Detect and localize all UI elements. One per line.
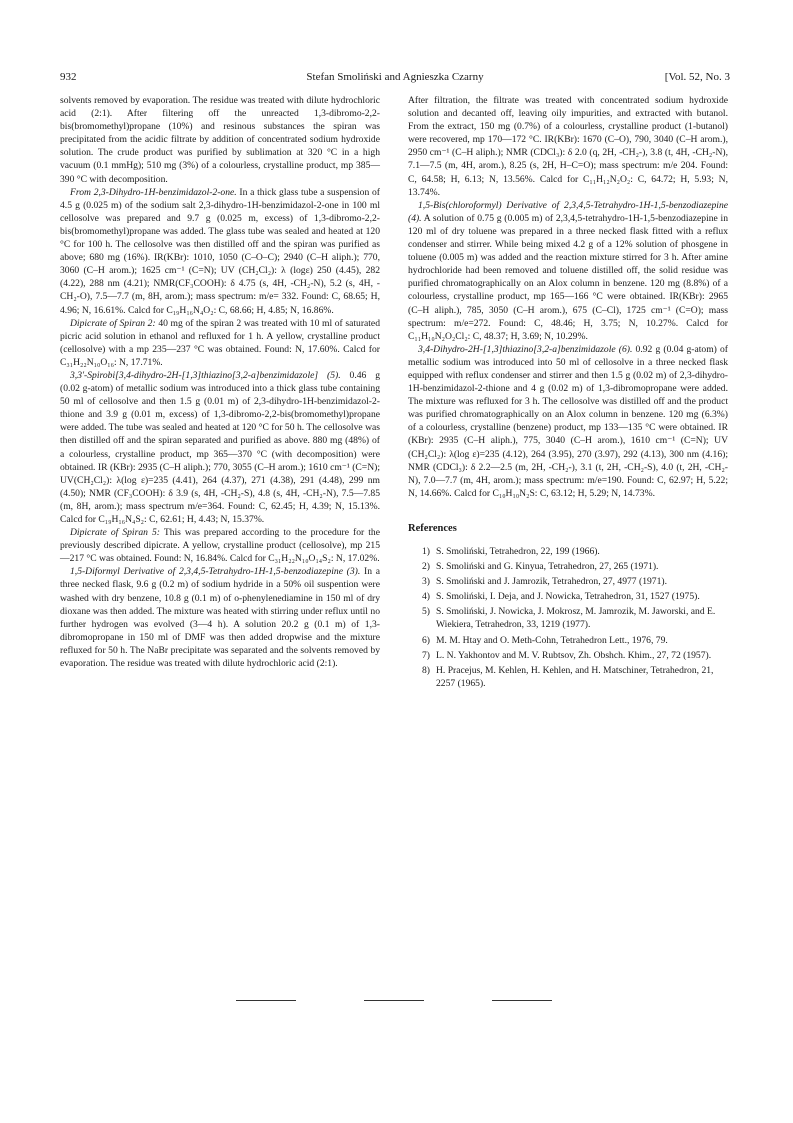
reference-text: S. Smoliński, Tetrahedron, 22, 199 (1966). [436, 546, 600, 557]
paragraph [60, 369, 380, 526]
paragraph-text: In a thick glass tube a suspension of 4.5 g (0.025 m) of the sodium salt 2,3-dihydro-1H-benzimidazol-2-one in 100 ml cellosolve was prepared and 9.7 g (0.025 m, excess) of 1,3-dibromo-2,2-bis(bromomethyl)propane was added. The glass tube was sealed and heated at 120 °C for 100 h. The cellosolve was then distilled off and the spiran was purified as above; 680 mg (16%). IR(KBr): 1010, 1050 (C–O–C); 2940 (C–H aliph.); 770, 3060 (C–H arom.); 1625 cm⁻¹ (C=N); UV (CH₂Cl₂): λ (logε) 250 (4.45), 282 (4.22), 288 nm (4.21); NMR(CF₃COOH): δ 4.75 (s, 4H, -CH₂-N), 5.2 (s, 4H, -CH₂-O), 7.5—7.7 (m, 8H, arom.); mass spectrum: m/e= 332. Found: C, 68.65; H, 4.96; N, 16.61%. Calcd for C₁₉H₁₆N₄O₂: C, 68.66; H, 4.85; N, 16.86%. [60, 186, 380, 316]
divider [364, 1000, 424, 1001]
reference-number: 3) [422, 576, 430, 588]
paragraph [60, 186, 380, 317]
reference-item [408, 545, 728, 558]
right-column [408, 94, 728, 692]
paragraph [60, 565, 380, 670]
reference-item [408, 634, 728, 647]
paragraph [60, 317, 380, 369]
references-heading: References [408, 522, 457, 534]
paragraph [408, 94, 728, 199]
paragraph [408, 199, 728, 343]
paragraph-text: 40 mg of the spiran 2 was treated with 10 ml of saturated picric acid solution in ethanol and refluxed for 1 h. A yellow, crystalline product (cellosolve) with a mp 235—237 °C was obtained. Found: N, 17.60%. Calcd for C₃₁H₂₂N₁₀O₁₆: N, 17.71%. [60, 317, 380, 368]
paragraph-text: In a three necked flask, 9.6 g (0.2 m) of sodium hydride in a 50% oil suspention were washed with dry benzene, 10.8 g (0.1 m) of o-phenylenediamine in 150 ml of dry dioxane was then added. The mixture was heated with stirring under reflux until no further hydrogen was evolved (3—4 h). A solution 20.2 g (0.1 m) of 1,3-dibromopropane in 150 ml of DMF was then added dropwise and the mixture refluxed for 50 h. The NaBr precipitate was separated and the solvents removed by evaporation. The residue was treated with dilute hydrochloric acid (2:1). [60, 566, 380, 670]
reference-item [408, 590, 728, 603]
section-title: 3,4-Dihydro-2H-[1,3]thiazino[3,2-a]benzimidazole (6). [418, 343, 633, 355]
paragraph [408, 343, 728, 500]
paragraph [60, 526, 380, 565]
reference-number: 4) [422, 591, 430, 603]
section-title: 1,5-Bis(chloroformyl) Derivative of 2,3,4,5-Tetrahydro-1H-1,5-benzodiazepine (4). [408, 199, 728, 224]
paragraph-text: 0.46 g (0.02 g-atom) of metallic sodium was introduced into a thick glass tube containing 50 ml of cellosolve and then 1.5 g (0.01 m) of 2,3-dihydro-1H-benzimidazol-2-thione and 3.9 g (0.01 m, excess) of 1,3-dibromo-2,2-bis(bromomethyl)propane were added. The tube was sealed and heated at 120 °C for 50 h. The cellosolve was then distilled off and the spiran separated and purified as above. 880 mg (48%) of a colourless, crystalline product, mp 365—370 °C (with decomposition) were obtained. IR (KBr): 2935 (C–H aliph.); 770, 3055 (C–H arom.); 1610 cm⁻¹ (C=N); UV(CH₂Cl₂): λ(log ε)=235 (4.41), 264 (4.37), 271 (4.38), 291 (4.48), 299 nm (4.50); NMR (CF₃COOH): δ 3.9 (s, 4H, -CH₂-S), 4.8 (s, 4H, -CH₂-N), 7.5—7.85 (m, 8H, arom.); mass spectrum m/e=364. Found: C, 62.45; H, 4.39; N, 15.13%. Calcd for C₁₉H₁₆N₄S₂: C, 62.61; H, 4.43; N, 15.37%. [60, 369, 380, 525]
section-title: Dipicrate of Spiran 2: [70, 317, 156, 329]
reference-item [408, 664, 728, 690]
reference-number: 2) [422, 561, 430, 573]
reference-number: 8) [422, 664, 430, 676]
paragraph [60, 94, 380, 186]
divider [492, 1000, 552, 1001]
reference-text: S. Smoliński, J. Nowicka, J. Mokrosz, M. Jamrozik, M. Jaworski, and E. Wiekiera, Tetrahedron, 33, 1219 (1977). [436, 606, 716, 631]
reference-item [408, 649, 728, 662]
left-column [60, 94, 380, 670]
paragraph-text: 0.92 g (0.04 g-atom) of metallic sodium was introduced into 50 ml of cellosolve in a three necked flask equipped with reflux condenser and stirrer and then 1.5 g (0.02 m) of 2,3-dihydro-1H-benzimidazol-2-thione and 4 g (0.02 m) of 1,3-dibromopropane were added. The mixture was refluxed for 3 h. The cellosolve was distilled off and the product was purified chromatographically on an Alox column in benzene. 120 mg (6.3%) of a colourless, crystalline (benzene) product, mp 133—135 °C were obtained. IR (KBr): 2935 (C–H aliph.), 775, 3040 (C–H arom.), 1610 cm⁻¹ (C=N); UV (CH₂Cl₂): λ(log ε)=235 (4.12), 264 (3.95), 270 (3.97), 292 (4.13), 300 nm (4.16); NMR (CDCl₃): δ 2.2—2.5 (m, 2H, -CH₂-), 3.1 (t, 2H, -CH₂-S), 4.0 (t, 2H, -CH₂-N), 7.0—7.7 (m, 4H, arom.); mass spectrum: m/e=190. Found: C, 62.97; H, 5.22; N, 14.66%. Calcd for C₁₀H₁₀N₂S: C, 63.12; H, 5.29; N, 14.73%. [408, 343, 728, 499]
reference-item [408, 575, 728, 588]
reference-text: L. N. Yakhontov and M. V. Rubtsov, Zh. Obshch. Khim., 27, 72 (1957). [436, 649, 712, 661]
page-number: 932 [60, 71, 77, 83]
paragraph-text: A solution of 0.75 g (0.005 m) of 2,3,4,5-tetrahydro-1H-1,5-benzodiazepine in 120 ml of dry toluene was prepared in a three necked flask fitted with a reflux condenser and stirrer. While being mixed 4.2 g of a 12% solution of phosgene in toluene (0.005 m) was added and the reaction mixture stirred for 3 h. After amine hydrochloride had been removed and toluene distilled off, the solid residue was purified chromatographically on an Alox column in benzene. 120 mg (8.8%) of a colourless, crystalline product, mp 165—166 °C were obtained. IR(KBr): 2965 (C–H aliph.), 785, 3050 (C–H arom.), 675 (C–Cl), 1725 cm⁻¹ (C=O); mass spectrum: m/e=272. Found: C, 48.46; H, 3.75; N, 10.27%. Calcd for C₁₁H₁₀N₂O₂Cl₂: C, 48.37; H, 3.69; N, 10.29%. [408, 212, 728, 342]
reference-text: S. Smoliński and J. Jamrozik, Tetrahedron, 27, 4977 (1971). [436, 576, 667, 588]
running-head-authors: Stefan Smoliński and Agnieszka Czarny [306, 71, 484, 83]
reference-text: M. M. Htay and O. Meth-Cohn, Tetrahedron Lett., 1976, 79. [436, 634, 668, 646]
reference-item [408, 605, 728, 631]
section-title: 3,3'-Spirobi[3,4-dihydro-2H-[1,3]thiazino[3,2-a]benzimidazole] (5). [70, 369, 341, 381]
reference-number: 6) [422, 634, 430, 646]
reference-number: 5) [422, 606, 430, 618]
reference-text: H. Pracejus, M. Kehlen, H. Kehlen, and H. Matschiner, Tetrahedron, 21, 2257 (1965). [436, 664, 714, 689]
running-header [60, 71, 730, 85]
reference-text: S. Smoliński and G. Kinyua, Tetrahedron, 27, 265 (1971). [436, 561, 659, 573]
section-title: From 2,3-Dihydro-1H-benzimidazol-2-one. [70, 186, 237, 198]
section-title: Dipicrate of Spiran 5: [70, 527, 160, 539]
reference-item [408, 560, 728, 573]
divider [236, 1000, 296, 1001]
paragraph-text: This was prepared according to the procedure for the previously described dipicrate. A yellow, crystalline product (cellosolve), mp 215—217 °C was obtained. Found: N, 16.84%. Calcd for C₃₁H₂₂N₁₀O₁₄S₂: N, 17.02%. [60, 527, 380, 565]
reference-list [408, 545, 728, 690]
reference-number: 7) [422, 649, 430, 661]
paragraph-text: After filtration, the filtrate was treated with concentrated sodium hydroxide solution and decanted off, leaving oily impurities, and extracted with butanol. From the extract, 150 mg (0.7%) of a colourless, crystalline product (1-butanol) were recovered, mp 170—172 °C. IR(KBr): 1670 (C–O), 790, 3040 (C–H arom.), 2950 cm⁻¹ (C–H aliph.); NMR (CDCl₃): δ 2.0 (q, 2H, -CH₂-), 3.8 (t, 4H, -CH₂-N), 7.1—7.5 (m, 4H, arom.), 8.25 (s, 2H, H–C=O); mass spectrum: m/e 204. Found: C, 64.58; H, 6.13; N, 13.56%. Calcd for C₁₁H₁₂N₂O₂: C, 64.72; H, 5.93; N, 13.74%. [408, 95, 728, 198]
reference-text: S. Smoliński, I. Deja, and J. Nowicka, Tetrahedron, 31, 1527 (1975). [436, 591, 700, 603]
paragraph-text: solvents removed by evaporation. The residue was treated with dilute hydrochloric acid (2:1). After filtering off the unreacted 1,3-dibromo-2,2-bis(bromomethyl)propane (10%) and resinous substances the spiran was precipitated from the acidic filtrate by addition of concentrated sodium hydroxide solution. The crude product was purified by sublimation at 320 °C in a high vacuum (0.1 mmHg); 510 mg (3%) of a colourless, crystalline product, mp 385—390 °C with decomposition. [60, 95, 380, 185]
end-of-article-rules [0, 1000, 793, 1002]
reference-number: 1) [422, 546, 430, 557]
section-title: 1,5-Diformyl Derivative of 2,3,4,5-Tetrahydro-1H-1,5-benzodiazepine (3). [70, 566, 361, 578]
journal-volume: [Vol. 52, No. 3 [664, 71, 730, 83]
